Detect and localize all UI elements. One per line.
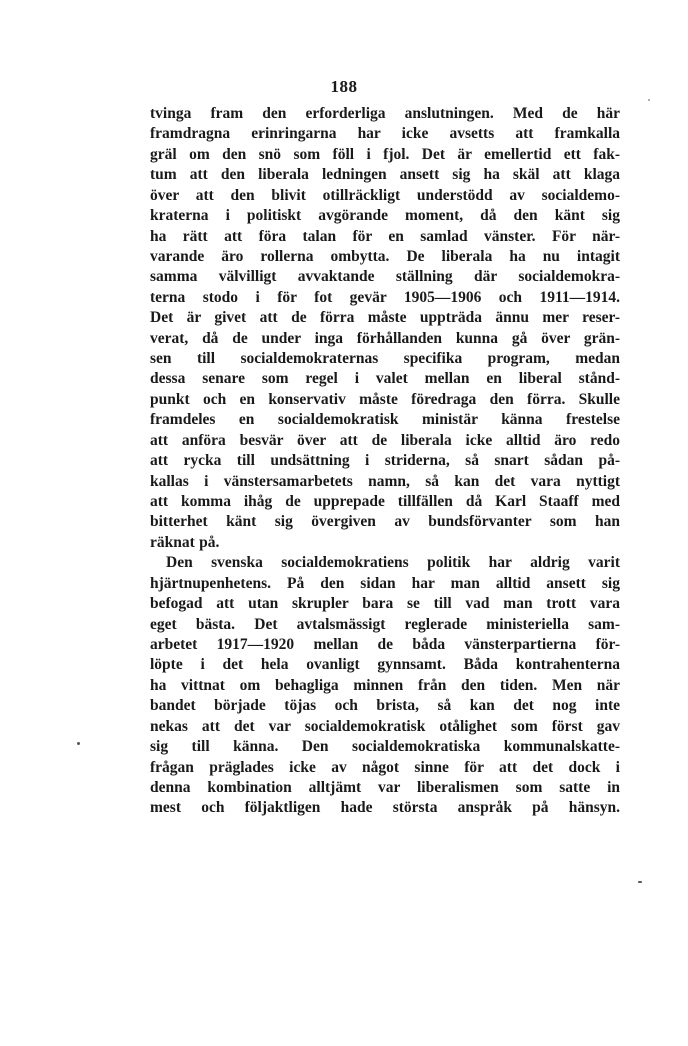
text-line: framdeles en socialdemokratisk ministär känna frestelse xyxy=(150,411,620,429)
text-line: denna kombination alltjämt var liberalismen som satte in xyxy=(150,778,620,796)
text-line: nekas att det var socialdemokratisk otålighet som först gav xyxy=(150,717,620,735)
text-line: eget bästa. Det avtalsmässigt reglerade ministeriella sam- xyxy=(150,615,620,633)
text-line: terna stodo i för fot gevär 1905—1906 och 1911—1914. xyxy=(150,288,620,306)
text-line: kraterna i politiskt avgörande moment, då den känt sig xyxy=(150,207,620,225)
text-line: arbetet 1917—1920 mellan de båda vänsterpartierna för- xyxy=(150,635,620,653)
text-line: samma välvilligt avvaktande ställning där socialdemokra- xyxy=(150,268,620,286)
text-line: Den svenska socialdemokratiens politik har aldrig varit xyxy=(166,554,620,572)
text-line: gräl om den snö som föll i fjol. Det är emellertid ett fak- xyxy=(150,145,620,163)
text-line: löpte i det hela ovanligt gynnsamt. Båda kontrahenterna xyxy=(150,656,620,674)
text-line: framdragna erinringarna har icke avsetts att framkalla xyxy=(150,125,620,143)
text-line: ha vittnat om behagliga minnen från den tiden. Men när xyxy=(150,676,620,694)
text-line: ha rätt att föra talan för en samlad vänster. För när- xyxy=(150,227,620,245)
text-line: bitterhet känt sig övergiven av bundsförvanter som han xyxy=(150,513,620,531)
text-line: räknat på. xyxy=(150,533,220,551)
text-line: sig till känna. Den socialdemokratiska kommunalskatte- xyxy=(150,738,620,756)
text-line: att komma ihåg de upprepade tillfällen då Karl Staaff med xyxy=(150,493,620,511)
text-line: verat, då de under inga förhållanden kunna gå över grän- xyxy=(150,329,620,347)
text-line: tum att den liberala ledningen ansett sig ha skäl att klaga xyxy=(150,166,620,184)
text-line: bandet började töjas och brista, så kan det nog inte xyxy=(150,697,620,715)
text-line: tvinga fram den erforderliga anslutningen. Med de här xyxy=(150,105,620,122)
body-text xyxy=(150,104,620,819)
text-line: sen till socialdemokraternas specifika program, medan xyxy=(150,350,620,368)
text-line: att rycka till undsättning i striderna, så snart sådan på- xyxy=(150,452,620,470)
text-line: kallas i vänstersamarbetets namn, så kan det vara nyttigt xyxy=(150,472,620,490)
text-line: punkt och en konservativ måste föredraga den förra. Skulle xyxy=(150,390,620,408)
text-line: befogad att utan skrupler bara se till vad man trott vara xyxy=(150,595,620,613)
text-line: varande äro rollerna ombytta. De liberala ha nu intagit xyxy=(150,247,620,265)
text-line: dessa senare som regel i valet mellan en liberal stånd- xyxy=(150,370,620,388)
text-line: mest och följaktligen hade största anspråk på hänsyn. xyxy=(150,799,620,817)
print-speck xyxy=(638,881,642,883)
text-line: Det är givet att de förra måste uppträda ännu mer reser- xyxy=(150,309,620,327)
page-number: 188 xyxy=(330,77,358,96)
text-line: frågan präglades icke av något sinne för att det dock i xyxy=(150,758,620,776)
print-speck xyxy=(77,742,80,745)
text-line: hjärtnupenhetens. På den sidan har man alltid ansett sig xyxy=(150,574,620,592)
text-line: att anföra besvär över att de liberala icke alltid äro redo xyxy=(150,431,620,449)
print-speck xyxy=(648,99,650,101)
text-line: över att den blivit otillräckligt understödd av socialdemo- xyxy=(150,186,620,204)
